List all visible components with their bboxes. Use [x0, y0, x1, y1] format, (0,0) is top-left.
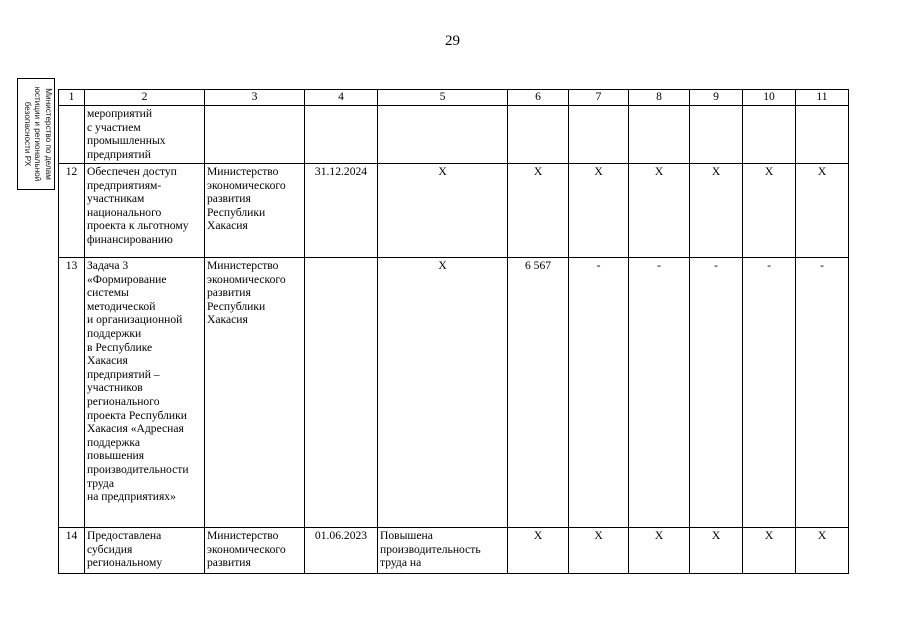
- cell-value: Х: [796, 528, 849, 574]
- row-number: 13: [59, 258, 85, 528]
- cell-result: [85, 164, 205, 258]
- cell-responsible: [205, 164, 305, 258]
- cell-value: -: [796, 258, 849, 528]
- column-header: 6: [508, 90, 569, 106]
- column-header: 3: [205, 90, 305, 106]
- column-header: 2: [85, 90, 205, 106]
- ministry-stamp: [17, 78, 55, 190]
- cell-value: [743, 106, 796, 164]
- cell-responsible: [205, 528, 305, 574]
- cell-value: [569, 106, 629, 164]
- cell-indicator: [378, 528, 508, 574]
- cell-value: [690, 106, 743, 164]
- column-header: 7: [569, 90, 629, 106]
- stamp-line: безопасности РХ: [23, 101, 32, 167]
- cell-value: Х: [629, 164, 690, 258]
- cell-value: [796, 106, 849, 164]
- table-header-row: [59, 90, 849, 106]
- column-header: 5: [378, 90, 508, 106]
- cell-value: Х: [690, 164, 743, 258]
- cell-responsible: [205, 258, 305, 528]
- cell-text: Предоставлена субсидия региональному: [87, 529, 163, 570]
- table-row: [59, 164, 849, 258]
- cell-value: Х: [508, 528, 569, 574]
- cell-value: Х: [743, 164, 796, 258]
- row-number: 14: [59, 528, 85, 574]
- table-row: [59, 258, 849, 528]
- cell-date: [305, 106, 378, 164]
- table-row: [59, 528, 849, 574]
- cell-text: мероприятий с участием промышленных предприятий: [87, 107, 166, 161]
- plan-table: [58, 89, 849, 574]
- cell-value: -: [690, 258, 743, 528]
- cell-date: [305, 258, 378, 528]
- column-header: 8: [629, 90, 690, 106]
- cell-value: Х: [569, 528, 629, 574]
- cell-value: Х: [743, 528, 796, 574]
- cell-value: Х: [569, 164, 629, 258]
- column-header: 1: [59, 90, 85, 106]
- cell-value: [508, 106, 569, 164]
- cell-value: -: [569, 258, 629, 528]
- cell-value: [629, 106, 690, 164]
- cell-indicator: Х: [378, 164, 508, 258]
- cell-date: 01.06.2023: [305, 528, 378, 574]
- cell-result: [85, 258, 205, 528]
- cell-text: Министерство экономического развития Республики Хакасия: [207, 259, 286, 327]
- cell-value: Х: [508, 164, 569, 258]
- cell-value: Х: [690, 528, 743, 574]
- cell-value: -: [629, 258, 690, 528]
- stamp-line: Министерство по делам: [44, 88, 53, 180]
- cell-indicator: [378, 106, 508, 164]
- cell-value: Х: [629, 528, 690, 574]
- cell-text: Министерство экономического развития Республики Хакасия: [207, 165, 286, 233]
- cell-text: Задача 3 «Формирование системы методической и организационной поддержки в Республике Хакасия предприятий – участников регионального проекта Республики Хакасия «Адресная поддержка повышения производительности труда на предприятиях»: [87, 259, 189, 504]
- cell-result: [85, 106, 205, 164]
- column-header: 11: [796, 90, 849, 106]
- cell-date: 31.12.2024: [305, 164, 378, 258]
- stamp-line: юстиции и региональной: [33, 86, 43, 182]
- cell-text: Повышена производительность труда на: [380, 529, 481, 570]
- column-header: 4: [305, 90, 378, 106]
- column-header: 10: [743, 90, 796, 106]
- cell-indicator: Х: [378, 258, 508, 528]
- cell-responsible: [205, 106, 305, 164]
- table-row: [59, 106, 849, 164]
- cell-value: -: [743, 258, 796, 528]
- page-number: 29: [445, 33, 460, 49]
- cell-value: Х: [796, 164, 849, 258]
- row-number: 12: [59, 164, 85, 258]
- cell-text: Обеспечен доступ предприятиям- участникам национального проекта к льготному финансированию: [87, 165, 189, 246]
- cell-value: 6 567: [508, 258, 569, 528]
- row-number: [59, 106, 85, 164]
- column-header: 9: [690, 90, 743, 106]
- cell-text: Министерство экономического развития: [207, 529, 286, 570]
- stamp-text: [19, 80, 53, 188]
- cell-result: [85, 528, 205, 574]
